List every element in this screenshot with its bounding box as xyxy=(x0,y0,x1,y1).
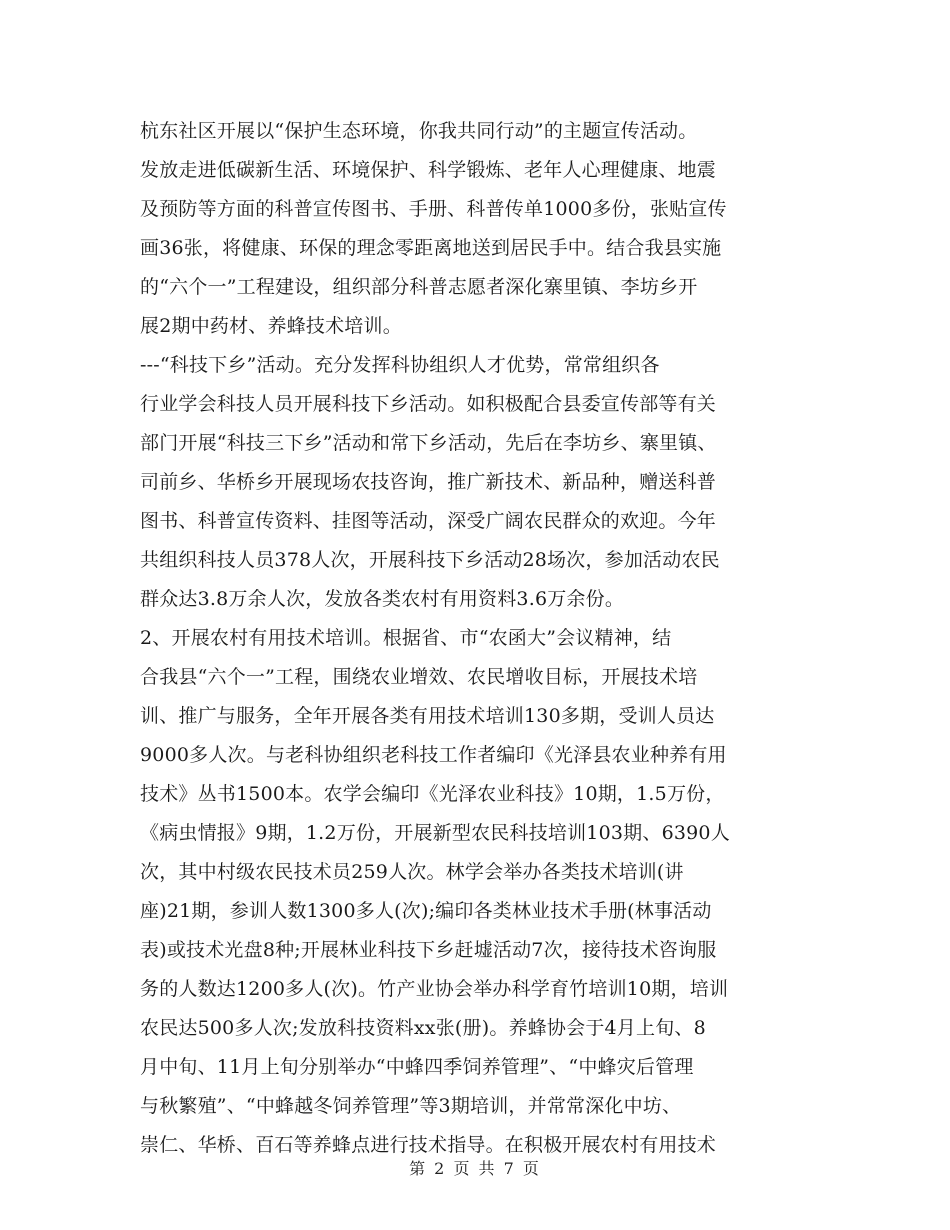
text-line: 画36张，将健康、环保的理念零距离地送到居民手中。结合我县实施 xyxy=(140,237,722,259)
text-line: 次，其中村级农民技术员259人次。林学会举办各类技术培训(讲 xyxy=(140,861,684,883)
text-line: 崇仁、华桥、百石等养蜂点进行技术指导。在积极开展农村有用技术 xyxy=(140,1134,717,1156)
text-line: 行业学会科技人员开展科技下乡活动。如积极配合县委宣传部等有关 xyxy=(140,393,717,415)
text-line: 月中旬、11月上旬分别举办“中蜂四季饲养管理”、“中蜂灾后管理 xyxy=(140,1056,694,1078)
text-line: 表)或技术光盘8种;开展林业科技下乡赶墟活动7次，接待技术咨询服 xyxy=(140,939,717,961)
text-line: 及预防等方面的科普宣传图书、手册、科普传单1000多份，张贴宣传 xyxy=(140,198,727,220)
text-line: 2、开展农村有用技术培训。根据省、市“农函大”会议精神，结 xyxy=(140,627,672,649)
text-line: 共组织科技人员378人次，开展科技下乡活动28场次，参加活动农民 xyxy=(140,549,720,571)
text-line: 《病虫情报》9期，1.2万份，开展新型农民科技培训103期、6390人 xyxy=(140,822,730,844)
text-line: 部门开展“科技三下乡”活动和常下乡活动，先后在李坊乡、寨里镇、 xyxy=(140,432,717,454)
text-line: 图书、科普宣传资料、挂图等活动，深受广阔农民群众的欢迎。今年 xyxy=(140,510,717,532)
text-line: 农民达500多人次;发放科技资料xx张(册)。养蜂协会于4月上旬、8 xyxy=(140,1017,706,1039)
text-line: 发放走进低碳新生活、环境保护、科学锻炼、老年人心理健康、地震 xyxy=(140,159,717,181)
text-line: ---“科技下乡”活动。充分发挥科协组织人才优势，常常组织各 xyxy=(140,354,660,376)
text-line: 展2期中药材、养蜂技术培训。 xyxy=(140,315,402,337)
document-body xyxy=(140,112,812,1165)
text-line: 合我县“六个一”工程，围绕农业增效、农民增收目标，开展技术培 xyxy=(140,666,698,688)
text-line: 务的人数达1200多人(次)。竹产业协会举办科学育竹培训10期，培训 xyxy=(140,978,729,1000)
text-line: 司前乡、华桥乡开展现场农技咨询，推广新技术、新品种，赠送科普 xyxy=(140,471,717,493)
text-line: 训、推广与服务，全年开展各类有用技术培训130多期，受训人员达 xyxy=(140,705,715,727)
text-line: 与秋繁殖”、“中蜂越冬饲养管理”等3期培训，并常常深化中坊、 xyxy=(140,1095,682,1117)
text-line: 技术》丛书1500本。农学会编印《光泽农业科技》10期，1.5万份， xyxy=(140,783,725,805)
text-line: 的“六个一”工程建设，组织部分科普志愿者深化寨里镇、李坊乡开 xyxy=(140,276,698,298)
text-line: 群众达3.8万余人次，发放各类农村有用资料3.6万余份。 xyxy=(140,588,625,610)
text-line: 杭东社区开展以“保护生态环境，你我共同行动”的主题宣传活动。 xyxy=(140,120,698,142)
text-line: 座)21期，参训人数1300多人(次);编印各类林业技术手册(林事活动 xyxy=(140,900,712,922)
page-number-footer: 第 2 页 共 7 页 xyxy=(409,1159,541,1178)
text-line: 9000多人次。与老科协组织老科技工作者编印《光泽县农业种养有用 xyxy=(140,744,727,766)
